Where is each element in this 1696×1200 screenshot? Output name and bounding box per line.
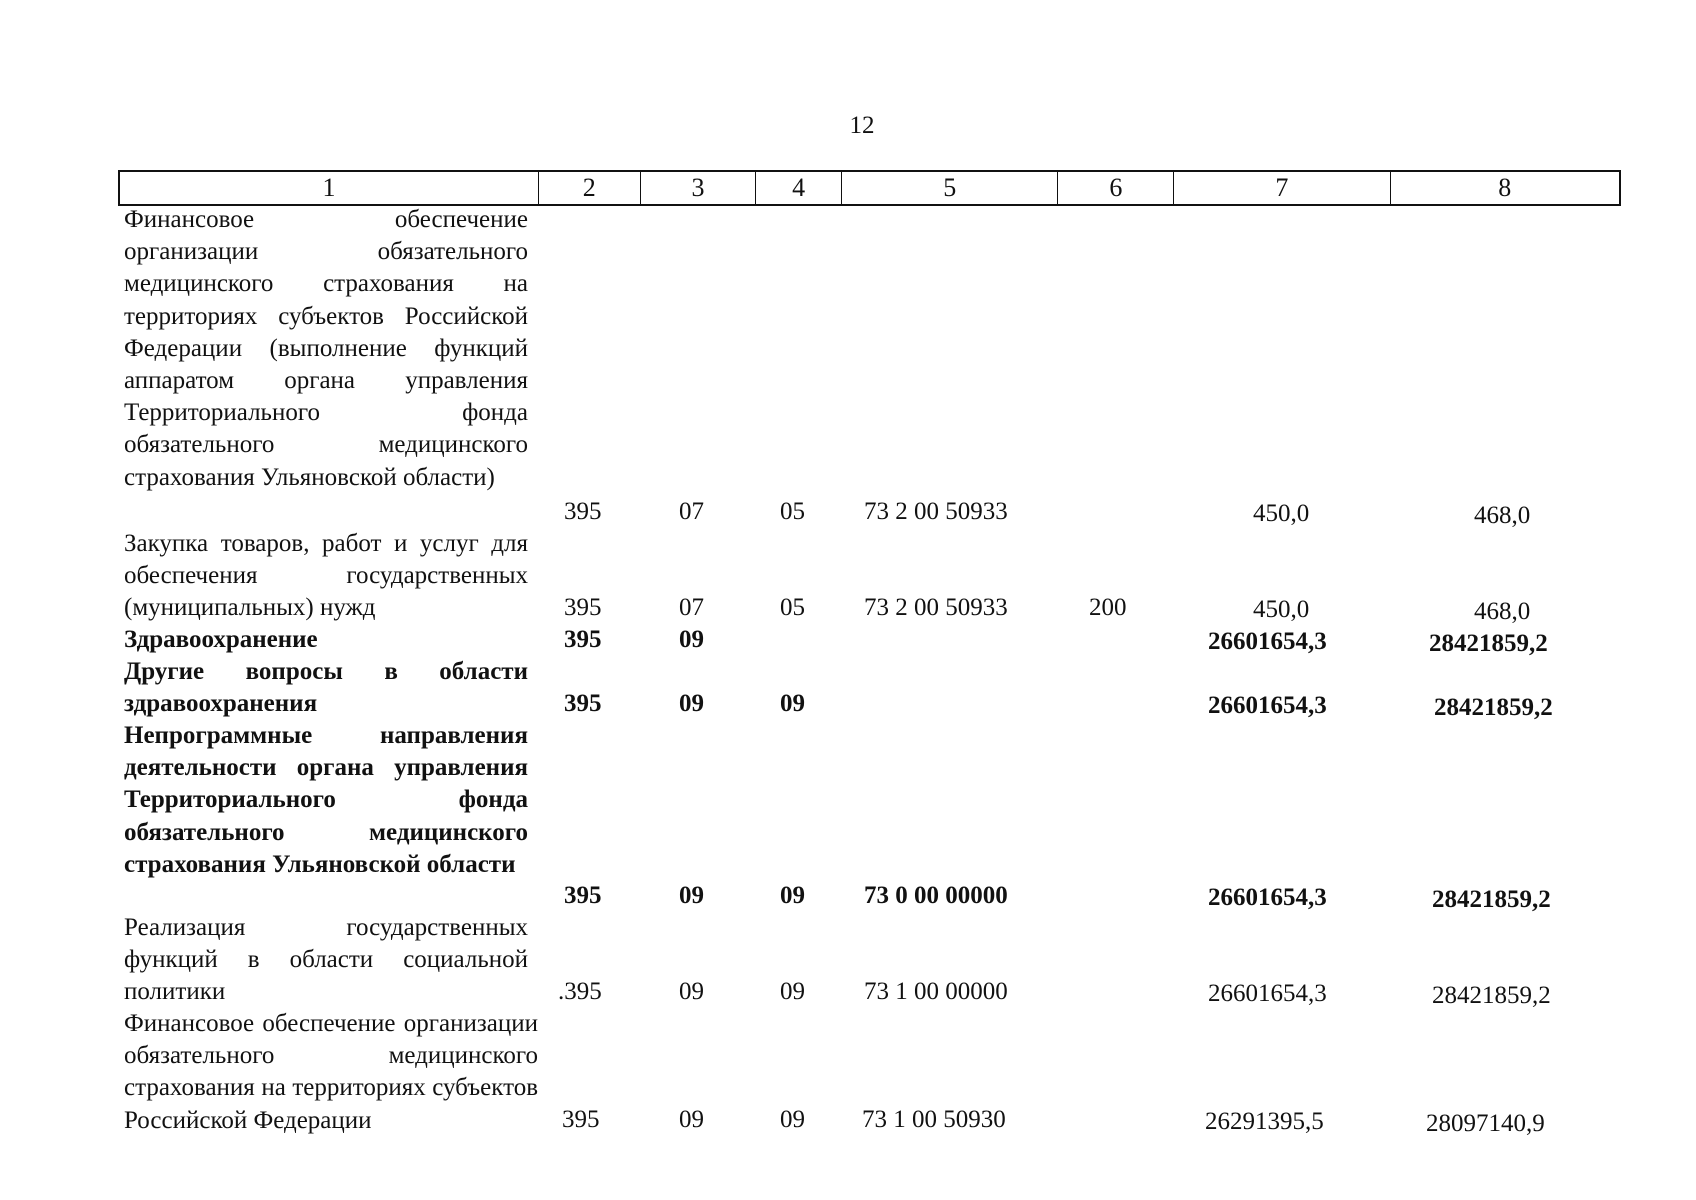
row-description: Закупка товаров, работ и услуг для обеспечения государственных (муниципальных) нужд <box>124 530 528 622</box>
amount-col-7: 26601654,3 <box>1208 692 1327 719</box>
code-subsection: 05 <box>780 498 805 525</box>
amount-col-8: 468,0 <box>1474 598 1531 625</box>
header-cell-1: 1 <box>120 172 539 204</box>
code-section: 09 <box>679 978 704 1005</box>
code-section: 07 <box>679 594 704 621</box>
code-admin: 395 <box>564 690 602 717</box>
amount-col-7: 26601654,3 <box>1208 628 1327 655</box>
amount-col-8: 28421859,2 <box>1432 886 1551 913</box>
code-subsection: 09 <box>780 978 805 1005</box>
code-admin: 395 <box>562 1106 600 1133</box>
table-header <box>118 170 1621 206</box>
row-description: Финансовое обеспечение организации обязательного медицинского страхования на территориях субъектов Российской Федерации <box>124 1010 538 1134</box>
amount-col-7: 26601654,3 <box>1208 980 1327 1007</box>
amount-col-8: 28421859,2 <box>1429 630 1548 657</box>
header-cell-8: 8 <box>1498 173 1512 202</box>
code-target: 73 1 00 50930 <box>862 1106 1006 1133</box>
row-description: Здравоохранение <box>124 626 318 653</box>
code-section: 07 <box>679 498 704 525</box>
amount-col-7: 26601654,3 <box>1208 884 1327 911</box>
code-subsection: 05 <box>780 594 805 621</box>
row-description: Другие вопросы в области здравоохранения <box>124 658 528 718</box>
amount-col-7: 450,0 <box>1253 596 1310 623</box>
amount-col-7: 26291395,5 <box>1205 1108 1324 1135</box>
code-subsection: 09 <box>780 690 805 717</box>
header-cell-3: 3 <box>641 172 757 204</box>
code-section: 09 <box>679 690 704 717</box>
amount-col-8: 468,0 <box>1474 502 1531 529</box>
amount-col-8: 28097140,9 <box>1426 1110 1545 1137</box>
page-number: 12 <box>849 112 875 139</box>
code-expense-type: 200 <box>1089 594 1127 621</box>
row-description: Непрограммные направления деятельности органа управления Территориального фонда обязательного медицинского страхования Ульяновской области <box>124 722 528 878</box>
code-target: 73 2 00 50933 <box>864 594 1008 621</box>
code-target: 73 1 00 00000 <box>864 978 1008 1005</box>
code-target: 73 2 00 50933 <box>864 498 1008 525</box>
code-target: 73 0 00 00000 <box>864 882 1008 909</box>
code-admin: 395 <box>564 498 602 525</box>
code-admin: .395 <box>558 978 602 1005</box>
code-section: 09 <box>679 1106 704 1133</box>
row-description: Реализация государственных функций в области социальной политики <box>124 914 528 1006</box>
row-description: Финансовое обеспечение организации обязательного медицинского страхования на территориях субъектов Российской Федерации (выполнение функций аппаратом органа управления Территориального фонда обязательного медицинского страхования Ульяновской области) <box>124 206 528 491</box>
amount-col-8: 28421859,2 <box>1434 694 1553 721</box>
code-section: 09 <box>679 882 704 909</box>
code-subsection: 09 <box>780 882 805 909</box>
code-section: 09 <box>679 626 704 653</box>
header-cell-7: 7 <box>1174 172 1390 204</box>
amount-col-8: 28421859,2 <box>1432 982 1551 1009</box>
header-cell-5: 5 <box>842 172 1058 204</box>
amount-col-7: 450,0 <box>1253 500 1310 527</box>
header-cell-2: 2 <box>539 172 641 204</box>
code-admin: 395 <box>564 626 602 653</box>
code-subsection: 09 <box>780 1106 805 1133</box>
header-cell-6: 6 <box>1058 172 1174 204</box>
header-cell-4: 4 <box>756 172 842 204</box>
code-admin: 395 <box>564 594 602 621</box>
code-admin: 395 <box>564 882 602 909</box>
